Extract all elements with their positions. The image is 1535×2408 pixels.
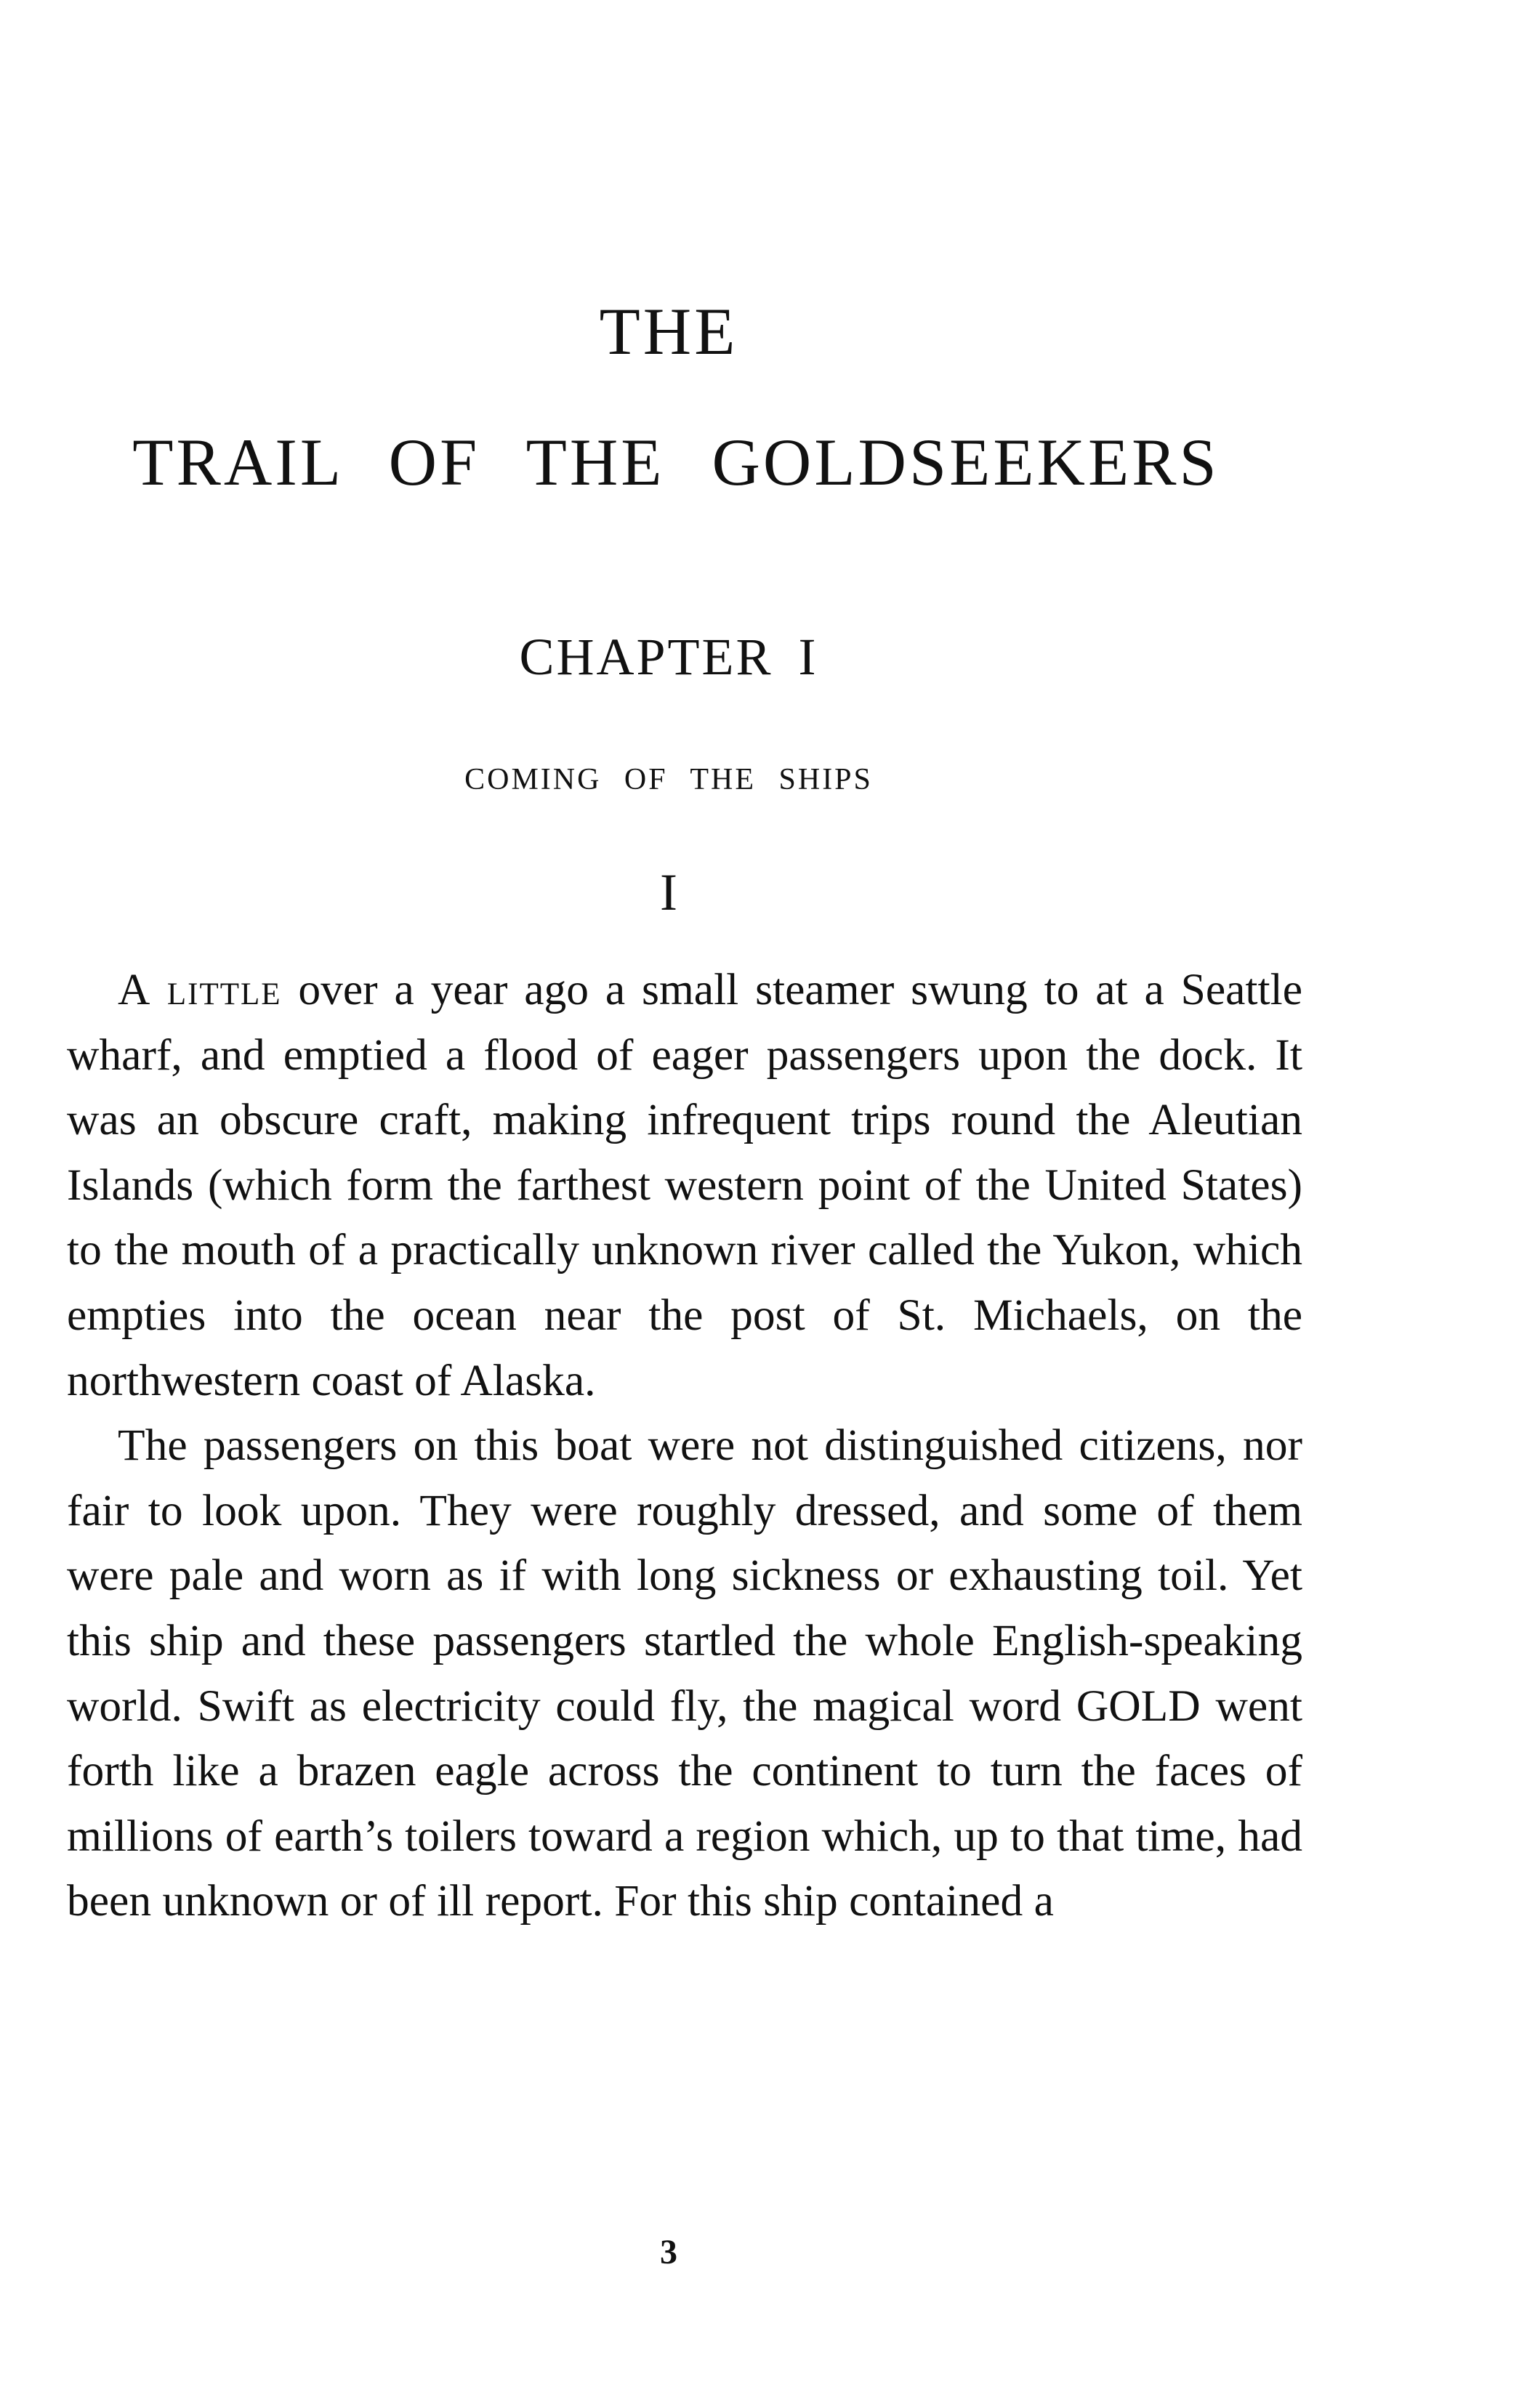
paragraph-1-text: over a year ago a small steamer swung to at a Seattle wharf, and emptied a flood of eager passengers upon the dock. It was an obscure craft, making infrequent trips round the Aleutian Islands (which form the farthest western point of the United States) to the mouth of a practically unknown river called the Yukon, which empties into the ocean near the post of St. Michaels, on the northwestern coast of Alaska. xyxy=(67,965,1302,1405)
page-number: 3 xyxy=(660,2233,677,2271)
body-text xyxy=(67,958,1302,1934)
section-number: I xyxy=(660,863,677,921)
paragraph-2: The passengers on this boat were not distinguished citizens, nor fair to look upon. They were roughly dressed, and some of them were pale and worn as if with long sickness or exhausting toil. Yet this ship and these passengers startled the whole English-speaking world. Swift as electricity could fly, the magical word GOLD went forth like a brazen eagle across the continent to turn the faces of millions of earth’s toilers toward a region which, up to that time, had been unknown or of ill report. For this ship contained a xyxy=(67,1421,1302,1926)
chapter-heading: CHAPTER I xyxy=(519,628,818,686)
book-title-line-2: TRAIL OF THE GOLDSEEKERS xyxy=(132,425,1220,499)
paragraph-1 xyxy=(67,958,1302,1413)
book-title-line-1: THE xyxy=(599,294,738,368)
chapter-subtitle: COMING OF THE SHIPS xyxy=(464,763,873,796)
drop-lead-words: A little xyxy=(118,965,282,1014)
